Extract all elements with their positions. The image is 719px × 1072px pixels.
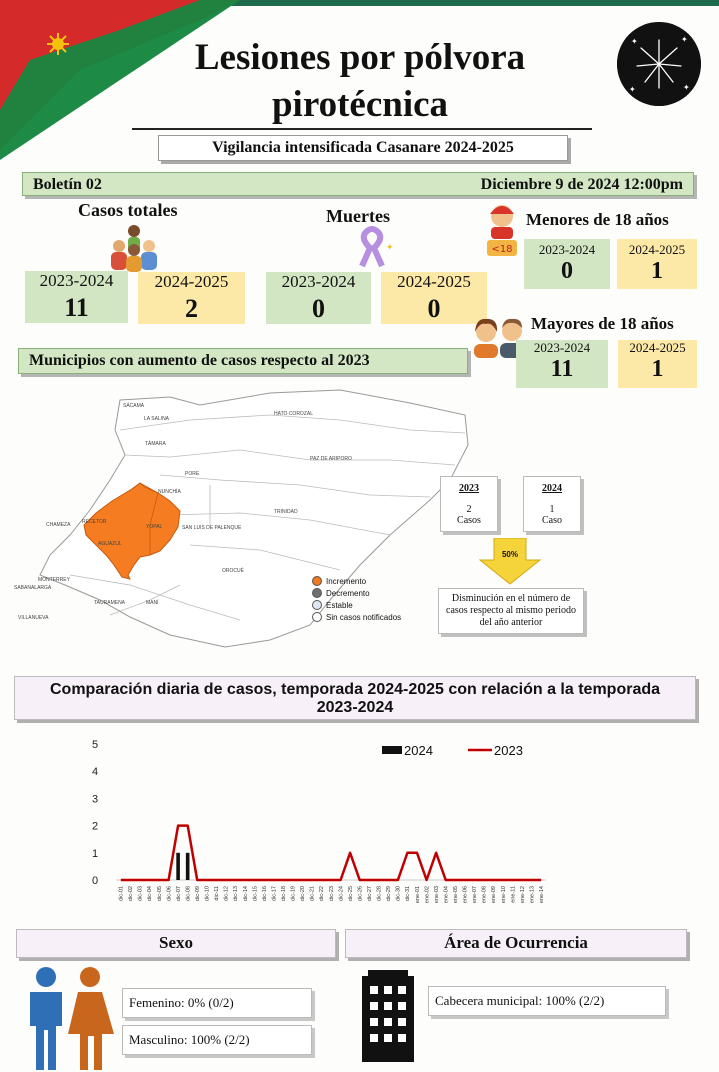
sun-icon: [47, 33, 69, 55]
x-tick-label: dic-06: [166, 886, 173, 901]
svg-text:TRINIDAD: TRINIDAD: [274, 509, 298, 515]
x-tick-label: ene-04: [443, 886, 450, 904]
svg-text:OROCUÉ: OROCUÉ: [222, 568, 244, 574]
ribbon-icon: [346, 226, 396, 270]
bulletin-bar: [22, 172, 694, 196]
legend-stable: Estable: [312, 600, 401, 610]
x-tick-label: dic-01: [118, 886, 125, 901]
x-tick-label: dic-28: [376, 886, 383, 901]
x-tick-label: dic-11: [214, 886, 221, 901]
x-tick-label: dic-16: [261, 886, 268, 901]
legend-label-2023: 2023: [494, 743, 523, 758]
svg-text:PAZ DE ARIPORO: PAZ DE ARIPORO: [310, 456, 352, 462]
x-tick-label: ene-12: [519, 886, 526, 904]
subtitle-box: Vigilancia intensificada Casanare 2024-2025: [158, 135, 568, 161]
people-group-icon: [106, 222, 162, 272]
svg-text:NUNCHÍA: NUNCHÍA: [158, 489, 181, 495]
x-tick-label: dic-14: [242, 886, 249, 901]
percent-decrease: 50%: [501, 550, 518, 559]
bulletin-date: Diciembre 9 de 2024 12:00pm: [480, 176, 683, 193]
comparison-2023: 2023 2 Casos: [440, 476, 498, 532]
svg-text:✦: ✦: [681, 35, 688, 44]
x-tick-label: dic-26: [357, 886, 364, 901]
x-tick-label: dic-23: [328, 886, 335, 901]
bar-2024: [176, 853, 180, 880]
x-tick-label: dic-02: [128, 886, 135, 901]
area-municipal-head: Cabecera municipal: 100% (2/2): [428, 986, 666, 1016]
x-tick-label: dic-30: [395, 886, 402, 901]
minors-2024-2025: 2024-2025 1: [617, 239, 697, 289]
line-2023: [121, 826, 541, 880]
svg-text:<18: <18: [491, 244, 513, 255]
x-tick-label: dic-29: [386, 886, 393, 901]
bulletin-number: Boletín 02: [33, 176, 102, 193]
x-tick-label: ene-11: [510, 886, 517, 903]
x-tick-label: dic-09: [195, 886, 202, 901]
x-tick-label: dic-19: [290, 886, 297, 901]
adults-label: Mayores de 18 años: [531, 314, 674, 333]
x-tick-label: dic-27: [367, 886, 374, 901]
y-tick-label: 2: [92, 820, 99, 833]
comparison-note: Disminución en el número de casos respecto al mismo periodo del año anterior: [438, 588, 584, 634]
svg-text:RECETOR: RECETOR: [82, 519, 107, 525]
deaths-label: Muertes: [326, 206, 390, 226]
total-cases-label: Casos totales: [78, 200, 178, 220]
svg-text:HATO COROZAL: HATO COROZAL: [274, 411, 313, 417]
legend-decrease: Decremento: [312, 588, 401, 598]
adults-2024-2025: 2024-2025 1: [618, 340, 697, 388]
legend-swatch-2024: [382, 746, 402, 754]
daily-cases-chart: [80, 734, 560, 924]
x-tick-label: dic-12: [223, 886, 230, 901]
x-tick-label: dic-25: [347, 886, 354, 901]
child-icon: [484, 200, 520, 258]
svg-text:TÁMARA: TÁMARA: [145, 441, 166, 447]
x-tick-label: ene-06: [462, 886, 469, 904]
x-tick-label: ene-05: [453, 886, 460, 904]
legend-label-2024: 2024: [404, 743, 433, 758]
female-percentage: Femenino: 0% (0/2): [122, 988, 312, 1018]
bar-2024: [186, 853, 190, 880]
svg-text:✦: ✦: [631, 37, 638, 46]
x-tick-label: dic-15: [252, 886, 259, 901]
x-tick-label: dic-20: [300, 886, 307, 901]
x-tick-label: dic-05: [156, 886, 163, 901]
deaths-2024-2025: 2024-2025 0: [381, 272, 487, 324]
x-tick-label: dic-10: [204, 886, 211, 901]
adults-2023-2024: 2023-2024 11: [516, 340, 608, 388]
legend-no-cases: Sin casos notificados: [312, 612, 401, 622]
area-heading: Área de Ocurrencia: [345, 929, 687, 958]
svg-text:MONTERREY: MONTERREY: [38, 577, 70, 583]
municipalities-heading: Municipios con aumento de casos respecto al 2023: [18, 348, 468, 374]
svg-text:SAN LUIS DE PALENQUE: SAN LUIS DE PALENQUE: [182, 525, 242, 531]
sex-heading: Sexo: [16, 929, 336, 958]
page-title: Lesiones por pólvora pirotécnica: [194, 37, 526, 125]
down-arrow-icon: [478, 538, 542, 586]
svg-text:MANÍ: MANÍ: [146, 600, 159, 606]
fireworks-icon: [617, 22, 701, 106]
svg-text:✦: ✦: [386, 243, 394, 253]
x-tick-label: dic-13: [233, 886, 240, 901]
x-tick-label: ene-01: [414, 886, 421, 904]
svg-text:✦: ✦: [629, 85, 636, 94]
svg-text:TAURAMENA: TAURAMENA: [94, 600, 126, 606]
x-tick-label: ene-14: [539, 886, 546, 904]
title-underline: [132, 128, 592, 130]
minors-2023-2024: 2023-2024 0: [524, 239, 610, 289]
x-tick-label: dic-08: [185, 886, 192, 901]
svg-text:CHAMEZA: CHAMEZA: [46, 522, 71, 528]
x-tick-label: ene-13: [529, 886, 536, 904]
map-legend: [312, 576, 401, 622]
casanare-map: [10, 385, 480, 655]
x-tick-label: dic-03: [137, 886, 144, 901]
svg-text:AGUAZUL: AGUAZUL: [98, 541, 122, 547]
chart-heading: Comparación diaria de casos, temporada 2024-2025 con relación a la temporada 2023-2024: [14, 676, 696, 720]
svg-text:SABANALARGA: SABANALARGA: [14, 585, 52, 591]
svg-text:LA SALINA: LA SALINA: [144, 416, 170, 422]
comparison-2024: 2024 1 Caso: [523, 476, 581, 532]
x-tick-label: dic-18: [281, 886, 288, 901]
x-tick-label: dic-07: [175, 886, 182, 901]
x-tick-label: ene-07: [472, 886, 479, 904]
male-percentage: Masculino: 100% (2/2): [122, 1025, 312, 1055]
svg-text:SÁCAMA: SÁCAMA: [123, 403, 145, 409]
total-cases-2024-2025: 2024-2025 2: [138, 272, 245, 324]
y-tick-label: 5: [92, 739, 99, 751]
y-tick-label: 3: [92, 793, 99, 806]
x-tick-label: ene-02: [424, 886, 431, 904]
building-icon: [360, 970, 416, 1062]
x-tick-label: ene-09: [491, 886, 498, 904]
y-tick-label: 4: [92, 766, 99, 779]
x-tick-label: ene-10: [500, 886, 507, 904]
y-tick-label: 0: [92, 875, 99, 887]
x-tick-label: dic-21: [309, 886, 316, 901]
y-tick-label: 1: [92, 847, 99, 860]
male-female-icon: [22, 966, 118, 1070]
x-tick-label: dic-31: [405, 886, 412, 901]
deaths-2023-2024: 2023-2024 0: [266, 272, 371, 324]
svg-text:✦: ✦: [683, 83, 690, 92]
x-tick-label: dic-22: [319, 886, 326, 901]
x-tick-label: dic-04: [147, 886, 154, 901]
x-tick-label: ene-03: [433, 886, 440, 904]
svg-text:PORE: PORE: [185, 471, 200, 477]
svg-text:YOPAL: YOPAL: [146, 524, 163, 530]
x-tick-label: dic-17: [271, 886, 278, 901]
total-cases-2023-2024: 2023-2024 11: [25, 271, 128, 323]
legend-increase: Incremento: [312, 576, 401, 586]
x-tick-label: ene-08: [481, 886, 488, 904]
svg-text:VILLANUEVA: VILLANUEVA: [18, 615, 49, 621]
x-tick-label: dic-24: [338, 886, 345, 901]
minors-label: Menores de 18 años: [526, 210, 669, 229]
